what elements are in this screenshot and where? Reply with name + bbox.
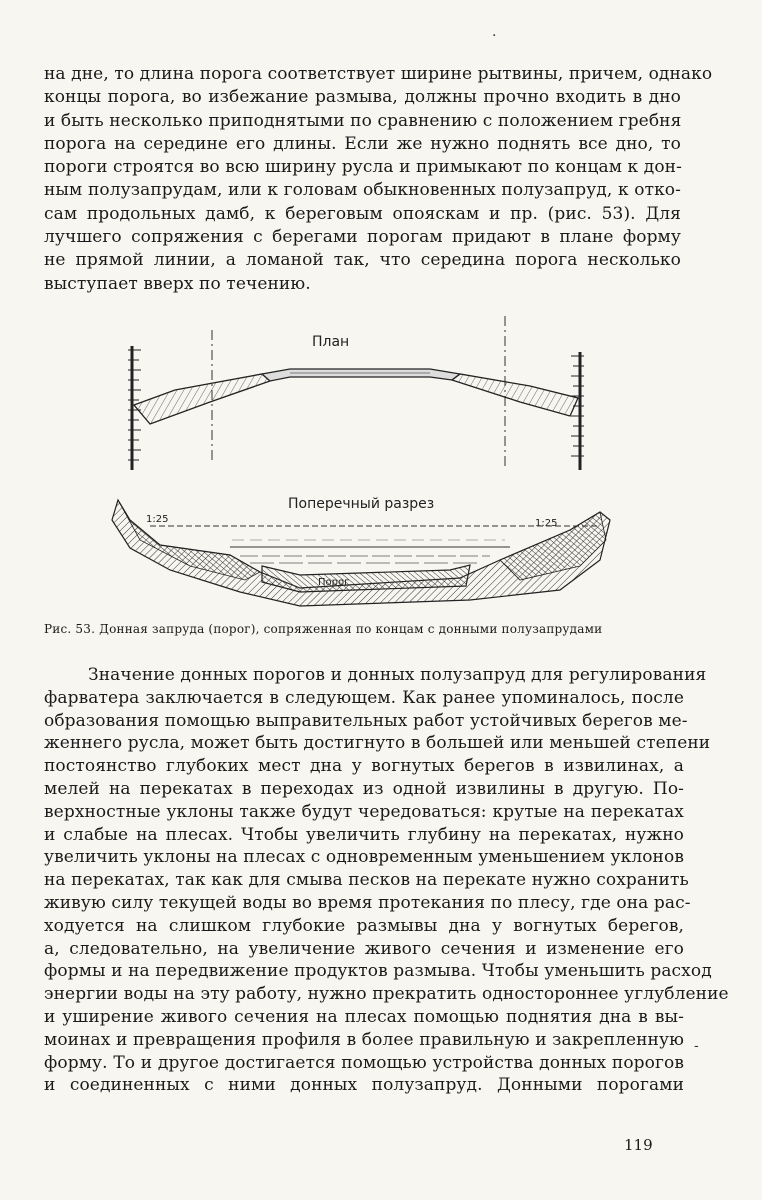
text-line: ходуется на слишком глубокие размывы дна у вогнутых берегов, xyxy=(44,915,684,936)
text-line: женнего русла, может быть достигнуто в большей или меньшей степени xyxy=(44,733,711,754)
text-line: лучшего сопряжения с берегами порогам придают в плане форму xyxy=(44,227,681,248)
plan-label: План xyxy=(312,334,350,350)
text-line: выступает вверх по течению. xyxy=(44,273,311,294)
text-line: не прямой линии, а ломаной так, что середина порога несколько xyxy=(44,250,681,271)
text-line: порога на середине его длины. Если же нужно поднять все дно, то xyxy=(44,133,681,154)
text-line: верхностные уклоны также будут чередоваться: крутые на перекатах xyxy=(44,801,684,822)
text-line: на перекатах, так как для смыва песков на перекате нужно сохранить xyxy=(44,870,689,891)
right-groyne-plan xyxy=(452,374,578,416)
text-line: и уширение живого сечения на плесах помощью поднятия дна в вы- xyxy=(44,1006,684,1027)
stray-mark: - xyxy=(694,1038,699,1054)
text-line: пороги строятся во всю ширину русла и примыкают по концам к дон- xyxy=(44,157,682,178)
text-line: образования помощью выправительных работ устойчивых берегов ме- xyxy=(44,710,688,731)
stray-mark: · xyxy=(492,28,497,44)
cross-section xyxy=(112,496,610,606)
paragraph-top xyxy=(44,63,713,296)
text-line: концы порога, во избежание размыва, должны прочно входить в дно xyxy=(44,87,681,108)
text-line: на дне, то длина порога соответствует ширине рытвины, причем, однако xyxy=(44,64,713,84)
text-line: ным полузапрудам, или к головам обыкновенных полузапруд, к отко- xyxy=(44,180,681,201)
section-label: Поперечный разрез xyxy=(288,496,435,512)
text-line: сам продольных дамб, к береговым опояскам и пр. (рис. 53). Для xyxy=(44,203,681,224)
text-line: увеличить уклоны на плесах с одновременным уменьшением уклонов xyxy=(44,847,684,868)
page-number: 119 xyxy=(624,1136,653,1154)
figure-caption: Рис. 53. Донная запруда (порог), сопряженная по концам с донными полузапрудами xyxy=(44,622,603,636)
text-line: фарватера заключается в следующем. Как ранее упоминалось, после xyxy=(44,687,684,708)
text-line: моинах и превращения профиля в более правильную и закрепленную xyxy=(44,1029,684,1050)
sill-plan xyxy=(262,369,460,381)
text-line: формы и на передвижение продуктов размыва. Чтобы уменьшить расход xyxy=(44,961,712,982)
text-line: и слабые на плесах. Чтобы увеличить глубину на перекатах, нужно xyxy=(44,824,684,845)
slope-left-label: 1:25 xyxy=(146,514,169,525)
left-groyne-plan xyxy=(134,374,270,424)
text-line: энергии воды на эту работу, нужно прекратить одностороннее углубление xyxy=(44,984,729,1005)
text-line: а, следовательно, на увеличение живого сечения и изменение его xyxy=(44,938,684,959)
text-line: и соединенных с ними донных полузапруд. Донными порогами xyxy=(44,1075,684,1096)
sill-label: Порог xyxy=(318,577,350,588)
plan-view xyxy=(128,316,584,470)
text-line: и быть несколько приподнятыми по сравнению с положением гребня xyxy=(44,110,682,131)
text-line: постоянство глубоких мест дна у вогнутых берегов в извилинах, а xyxy=(44,756,684,777)
figure-53 xyxy=(0,300,762,620)
text-line: мелей на перекатах в переходах из одной извилины в другую. По- xyxy=(44,778,684,799)
text-line: живую силу текущей воды во время протекания по плесу, где она рас- xyxy=(44,892,691,913)
slope-right-label: 1:25 xyxy=(535,518,558,529)
right-bank xyxy=(571,352,584,470)
text-line: форму. То и другое достигается помощью устройства донных порогов xyxy=(44,1052,684,1073)
paragraph-main xyxy=(44,664,729,1097)
text-line: Значение донных порогов и донных полузапруд для регулирования xyxy=(88,665,707,685)
